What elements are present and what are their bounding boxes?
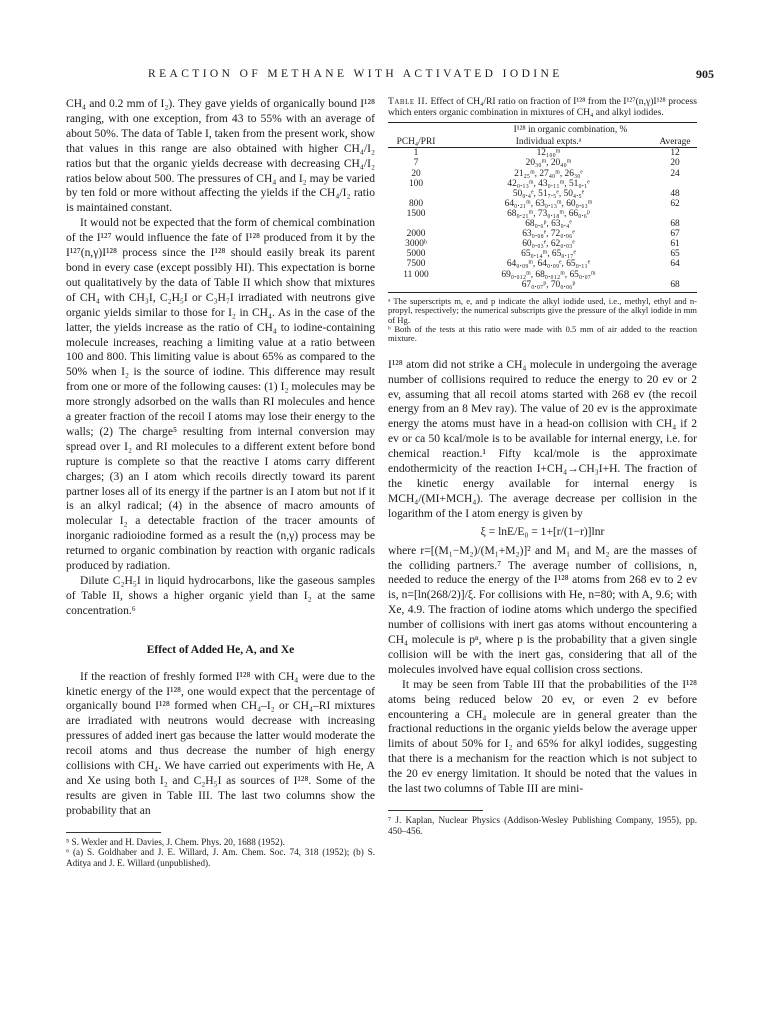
cell-average: 65	[670, 249, 680, 260]
paragraph-dilute-ethyl-iodide: Dilute C₂H₅I in liquid hydrocarbons, like the gaseous samples of Table II, shows a higher organic yield than I₂ at the same concentration.⁶	[66, 575, 375, 617]
paragraph-continued: CH₄ and 0.2 mm of I₂). They gave yields of organically bound I¹²⁸ ranging, with one exception, from 43 to 55% with an average of about 50%. The data of Table I, taken from the present work, show that values in this range are also obtained with higher CH₄/I₂ ratios but that the organic yields decrease with decreasing CH₄/I₂ ratios below about 500. The pressures of CH₄ and I₂ may be varied by ten fold or more without affecting the yields if the CH₄/I₂ ratio is maintained constant.	[66, 98, 375, 215]
footnote-7: ⁷ J. Kaplan, Nuclear Physics (Addison-Wesley Publishing Company, 1955), pp. 450–456.	[388, 815, 697, 836]
table-header-individual: Individual expts.ᵃ	[444, 135, 653, 148]
cell-average: 24	[670, 168, 680, 179]
table-header-span: I¹²⁸ in organic combination, %	[444, 123, 697, 136]
cell-average: 68	[670, 219, 680, 230]
table-row	[388, 239, 697, 249]
cell-ratio: 1500	[406, 208, 426, 219]
cell-individual: 21₂₅ᵐ, 27₄₀ᵐ, 26₃₀ᵉ	[514, 168, 583, 179]
table-caption	[388, 97, 697, 118]
cell-individual: 67₀.₀₇ᵖ, 70₀.₀₆ᵖ	[444, 280, 653, 293]
paragraph-form-of-combination: It would not be expected that the form of chemical combination of the I¹²⁷ would influence the fate of I¹²⁸ produced from it by the I¹²⁷(n,γ)I¹²⁸ process since the I¹²⁸ should easily break its parent bond in every case (except possibly HI). This expectation is borne out qualitatively by the data of Table II which show that mixtures of CH₄ with CH₃I, C₂H₅I or C₃H₇I irradiated with neutrons give organic yields similar to those for I₂ in CH₄. As in the case of the latter, the yields increase as the ratio of CH₄ to iodine-containing molecule increases, reaching a limiting value at a ratio between 100 and 800. This limiting value is about 65% as compared to the 50% when I₂ is the source of iodine. This difference may result from one or more of the following causes: (1) I₂ molecules may be more strongly adsorbed on the walls than RI molecules and hence a greater fraction of the recoil I atoms may lose their energy to the walls; (2) The charge⁵ resulting from internal conversion may spread over I₂ and RI molecules to a different extent before bond rupture is complete so that the reactive I atoms carry different charges; (3) an I atom which recoils directly toward its parent partner loses all of its energy if the partner is an I atom but not if it is an alkyl radical; (4) in the absence of macro amounts of molecular I₂ a detectable fraction of the tracer amounts of inorganic radioiodine formed as a result the (n,γ) process may be returned to organic combination by reaction with organic radicals produced by radiation.	[66, 217, 375, 573]
cell-average: 68	[653, 280, 697, 293]
table-caption-label: Table II.	[388, 96, 428, 107]
cell-average	[653, 179, 697, 189]
page-number: 905	[696, 67, 714, 81]
cell-ratio	[388, 189, 444, 199]
table-footnote-b: ᵇ Both of the tests at this ratio were made with 0.5 mm of air added to the reaction mixture.	[388, 323, 697, 344]
cell-ratio: 7	[413, 158, 419, 169]
cell-individual: 68₀.₂₁ᵐ, 73₀.₁₈ᵐ, 66₀.₆ᵖ	[507, 208, 590, 219]
paragraph-where-r: where r=[(M₁−M₂)/(M₁+M₂)]² and M₁ and M₂ are the masses of the colliding partners.⁷ The average number of collisions, n, needed to reduce the energy of the I¹²⁸ atoms from 268 ev to 2 ev is, n=[ln(268/2)]/ξ. For collisions with He, n=80; with A, 9.6; with Xe, 4.9. The fraction of iodine atoms which undergo the specified number of collisions with inert gas atoms without encountering a CH₄ molecule is pⁿ, where p is the probability that a given single collision will be with the inert gas, considering that all of the molecules involved have equal collision cross sections.	[388, 544, 697, 676]
cell-average	[653, 270, 697, 280]
footnote-5: ⁵ S. Wexler and H. Davies, J. Chem. Phys. 20, 1688 (1952).	[66, 836, 285, 847]
table-row	[388, 179, 697, 189]
table-header-blank	[388, 123, 444, 136]
cell-ratio: 100	[408, 178, 424, 189]
table-footnote-a: ᵃ The superscripts m, e, and p indicate the alkyl iodide used, i.e., methyl, ethyl and n-propyl, respectively; the numerical subscripts give the pressure of the alkyl iodide in mm of Hg.	[388, 295, 697, 325]
table-row	[388, 158, 697, 168]
table-row	[388, 249, 697, 259]
section-heading: Effect of Added He, A, and Xe	[146, 643, 295, 656]
cell-ratio: 5000	[406, 249, 426, 260]
cell-ratio: 2000	[406, 229, 426, 240]
table-body	[388, 148, 697, 292]
cell-individual: 63₀.₀₈ᵉ, 72₀.₀₆ᵉ	[522, 229, 575, 240]
paragraph-collisions: I¹²⁸ atom did not strike a CH₄ molecule in undergoing the average number of collisions required to reduce the energy to 20 ev or 2 ev, assuming that all recoil atoms started with 268 ev (the recoil energy from an 8 Mev ray). The value of 20 ev is the approximate energy the atoms must have in a head-on collision with CH₄ if 2 ev or ca 50 kcal/mole is to be available for internal energy, i.e. for chemical reaction.¹ Fifty kcal/mole is the approximate endothermicity of the reaction I+CH₄→CH₃I+H. The fraction of the kinetic energy available for internal energy is MCH₄/(MI+MCH₄). The average decrease per collision in the logarithm of the I atom energy is given by	[388, 358, 697, 520]
table-row	[388, 209, 697, 219]
cell-ratio: 7500	[406, 259, 426, 270]
cell-individual: 69₀.₀₁₂ᵐ, 68₀.₀₁₂ᵐ, 65₀.₀₇ᵐ	[501, 269, 596, 280]
running-head: REACTION OF METHANE WITH ACTIVATED IODINE	[148, 68, 563, 80]
left-column	[66, 97, 375, 868]
cell-ratio: 20	[411, 168, 421, 179]
cell-average: 62	[670, 198, 680, 209]
table-row	[388, 259, 697, 269]
paragraph-table-iii-probabilities: It may be seen from Table III that the probabilities of the I¹²⁸ atoms being reduced below 20 ev, or even 2 ev before encountering a CH₄ molecule are in general greater than the fractional reductions in the organic yields below the average upper limits of about 50% for I₂ and 65% for alkyl iodides, suggesting that there is a mechanism for the reaction which is not subject to the 20 ev energy limitation. It should be noted that the values in the last two columns of Table III are mini-	[388, 678, 697, 796]
cell-ratio: 11 000	[403, 269, 429, 280]
data-table	[388, 122, 697, 293]
table-row	[388, 280, 697, 293]
cell-ratio	[388, 219, 444, 229]
table-row	[388, 148, 697, 159]
table-row	[388, 219, 697, 229]
cell-average: 48	[670, 188, 680, 199]
table-row	[388, 229, 697, 239]
cell-individual: 64₀.₂₁ᵐ, 63₀.₁₃ᵐ, 60₀.₆₃ᵐ	[504, 198, 593, 209]
table-caption-text: Effect of CH₄/RI ratio on fraction of I¹²⁸ from the I¹²⁷(n,γ)I¹²⁸ process which enters organic combination in mixtures of CH₄ and alkyl iodides.	[388, 96, 697, 118]
right-column	[388, 97, 697, 836]
table-row	[388, 199, 697, 209]
cell-average: 12	[670, 148, 680, 159]
cell-average	[653, 209, 697, 219]
cell-individual: 68₀.₆ᵖ, 63₀.₄ᵉ	[525, 219, 572, 230]
cell-individual: 12₁₀₀ᵐ	[536, 148, 561, 159]
cell-individual: 50₀.₄ᵉ, 51₇.₅ᵉ, 50₄.₅ᵉ	[512, 188, 585, 199]
table-row	[388, 169, 697, 179]
paragraph-inert-gas-effect: If the reaction of freshly formed I¹²⁸ with CH₄ were due to the kinetic energy of the I¹²⁸, one would expect that the percentage of organically bound I¹²⁸ formed when CH₄–I₂ or CH₄–RI mixtures are irradiated with neutrons would decrease with increasing pressures of added inert gas because the latter would moderate the recoil atoms and thus decrease the number of high energy collisions with CH₄. We have carried out experiments with He, A and Xe using both I₂ and C₂H₅I as sources of I¹²⁸. Some of the results are given in Table III. The last two columns show the probability that an	[66, 670, 375, 817]
footnote-6: ⁶ (a) S. Goldhaber and J. E. Willard, J. Am. Chem. Soc. 74, 318 (1952); (b) S. Aditya and J. E. Willard (unpublished).	[66, 847, 375, 868]
cell-individual: 64₀.₀₉ᵐ, 64₀.₀₉ᵉ, 65₀.₁₁ᵉ	[506, 259, 591, 270]
cell-individual: 65₀.₁₄ᵐ, 65₀.₁₇ᵉ	[521, 249, 576, 260]
table-header-average: Average	[653, 135, 697, 148]
cell-average: 67	[670, 229, 680, 240]
cell-individual: 20₃₀ᵐ, 20₄₀ᵐ	[525, 158, 572, 169]
cell-ratio: 800	[408, 198, 424, 209]
cell-ratio: 1	[413, 148, 419, 159]
cell-individual: 60₀.₀₃ᵉ, 62₀.₀₃ᵉ	[522, 239, 575, 250]
cell-ratio	[388, 280, 444, 293]
cell-average: 61	[670, 239, 680, 250]
table-row	[388, 270, 697, 280]
footnote-rule-right	[388, 810, 483, 811]
equation-xi: ξ = lnE/E₀ = 1+[r/(1−r)]lnr	[480, 525, 605, 538]
table-row	[388, 189, 697, 199]
cell-individual: 42₀.₁₃ᵐ, 43₀.₁₁ᵐ, 51₀.₁ᵉ	[507, 178, 590, 189]
cell-ratio: 3000ᵇ	[405, 239, 427, 250]
footnote-rule	[66, 832, 161, 833]
cell-average: 20	[670, 158, 680, 169]
table-header-ratio: PCH₄/PRI	[388, 135, 444, 148]
cell-average: 64	[670, 259, 680, 270]
